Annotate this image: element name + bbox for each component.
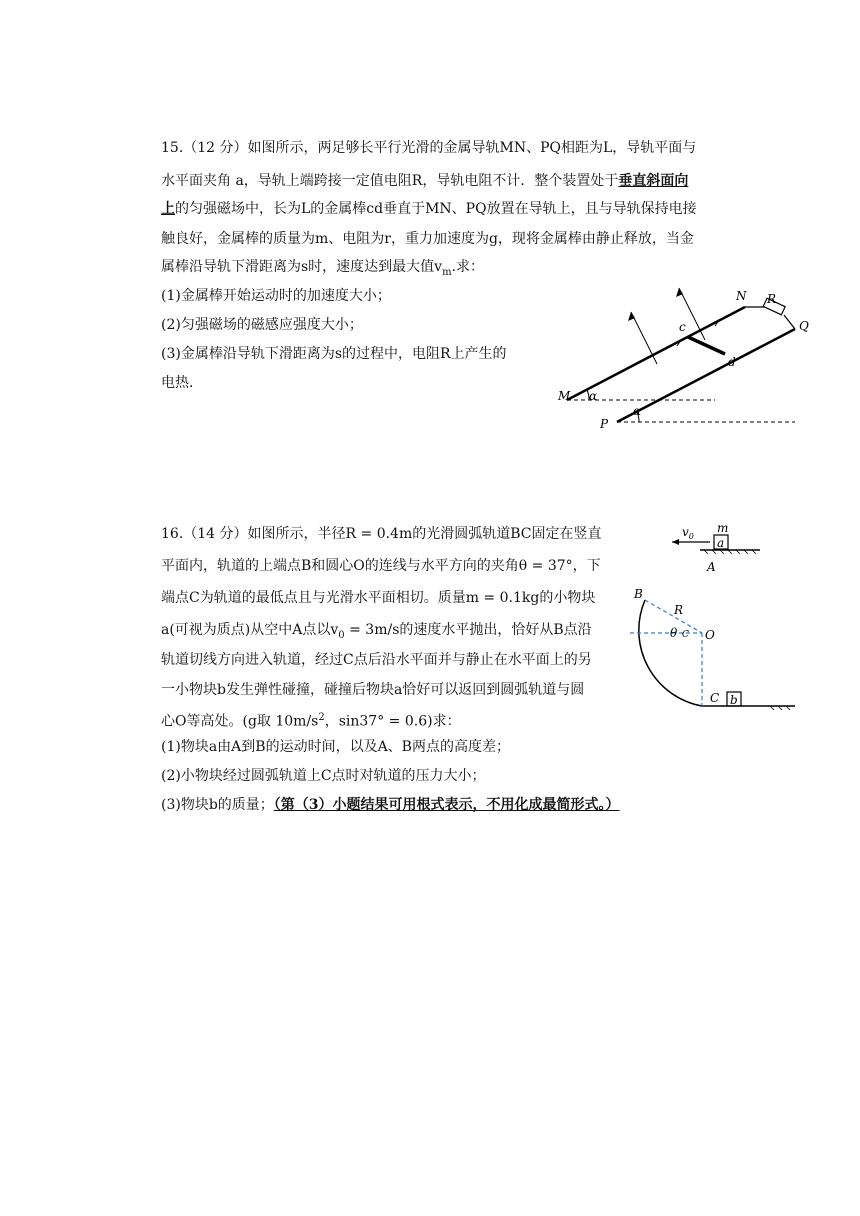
q15-line-5-text: 属棒沿导轨下滑距离为s时，速度达到最大值v [161,259,443,275]
label-n: N [736,289,747,303]
q16-sub-3 [161,795,620,815]
arc-bc [639,600,702,706]
q16-line-3: 端点C为轨道的最低点且与光滑水平面相切。质量m = 0.1kg的小物块 [161,590,596,606]
label-C: C [710,691,720,705]
b-field-arrow-1 [631,312,657,364]
q15-line-5-end: .求： [451,259,485,275]
label-m: m [717,521,729,535]
label-alpha-1: α [589,389,598,403]
label-B: B [634,587,643,601]
label-p: P [600,417,609,431]
q15-emphasis-end: 上 [161,201,175,217]
label-v0: $v_0$ [682,525,694,541]
q15-emphasis: 垂直斜面向 [618,173,689,189]
label-m: M [558,389,571,403]
q16-exp: 2 [318,712,325,723]
q16-line-6: 一小物块b发生弹性碰撞，碰撞后物块a恰好可以返回到圆弧轨道与圆 [161,682,585,698]
q16-figure [630,518,800,723]
q16-line-7 [161,708,461,732]
q16-line-7-text: 心O等高处。(g取 10m/s [161,713,319,730]
q16-sub-1: (1)物块a由A到B的运动时间，以及A、B两点的高度差； [161,739,510,755]
q15-vm-sub: m [442,266,452,278]
rod-cd [688,337,725,354]
label-alpha-2: α [633,404,642,418]
label-theta: θ [670,626,678,640]
q15-line-4: 触良好，金属棒的质量为m、电阻为r，重力加速度为g，现将金属棒由静止释放，当金 [161,231,694,247]
label-c: c [679,320,686,334]
q16-sub-2: (2)小物块经过圆弧轨道上C点时对轨道的压力大小； [161,768,486,784]
label-a: a [717,536,725,550]
q16-sub-3-text: (3)物块b的质量； [161,797,274,813]
q16-line-4-text: a(可视为质点)从空中A点以v [161,622,339,638]
q16-line-2: 平面内，轨道的上端点B和圆心O的连线与水平方向的夹角θ = 37°，下 [161,558,601,574]
q16-line-4-end: = 3m/s的速度水平抛出，恰好从B点沿 [344,622,592,638]
q16-line-7-end: ，sin37° = 0.6)求： [324,713,461,730]
label-r: R [767,292,777,306]
label-d: d [728,355,736,369]
q15-figure [555,282,810,432]
q15-line-3 [161,199,697,219]
q15-sub-3: (3)金属棒沿导轨下滑距离为s的过程中，电阻R上产生的 [161,346,507,362]
q15-sub-1: (1)金属棒开始运动时的加速度大小； [161,288,391,304]
q15-line-5 [161,257,484,283]
label-A: A [707,560,716,574]
label-b: b [730,693,738,707]
rail-pq [617,329,795,422]
label-c-center: C [682,630,689,640]
q15-line-1: 15.（12 分）如图所示，两足够长平行光滑的金属导轨MN、PQ相距为L，导轨平面与 [161,140,697,156]
q15-line-2 [161,171,688,191]
q15-sub-3-cont: 电热． [161,375,203,391]
q15-line-3-text: 的匀强磁场中，长为L的金属棒cd垂直于MN、PQ放置在导轨上，且与导轨保持电接 [175,201,697,217]
label-q: Q [799,319,809,333]
label-R: R [674,603,684,617]
q16-v0-sub: 0 [338,629,345,641]
q16-line-5: 轨道切线方向进入轨道，经过C点后沿水平面并与静止在水平面上的另 [161,652,592,668]
q15-sub-2: (2)匀强磁场的磁感应强度大小； [161,317,363,333]
q16-line-1: 16.（14 分）如图所示，半径R = 0.4m的光滑圆弧轨道BC固定在竖直 [161,526,602,542]
q16-note: （第（3）小题结果可用根式表示，不用化成最简形式。） [273,797,620,813]
q16-line-4 [161,620,592,646]
label-O: O [705,628,715,642]
q15-line-2-text: 水平面夹角 a，导轨上端跨接一定值电阻R，导轨电阻不计．整个装置处于 [161,173,619,189]
